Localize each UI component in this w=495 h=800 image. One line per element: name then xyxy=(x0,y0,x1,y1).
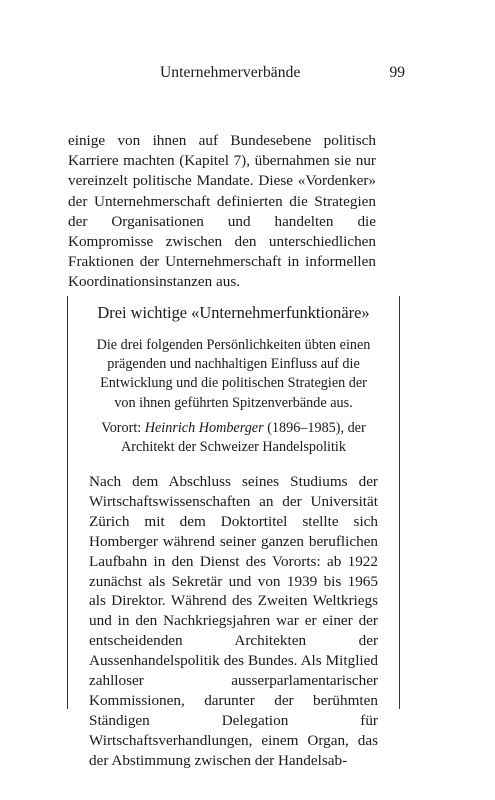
box-biography: Nach dem Abschluss seines Studiums der Wirtschaftswissenschaften an der Universität Zürich mit dem Doktortitel stellte sich Homberger während seiner ganzen beruflichen Laufbahn in den Dienst des Vororts: ab 1922 zunächst als Sekretär und von 1939 bis 1965 als Direktor. Während des Zweiten Weltkriegs und in den Nachkriegsjahren war er einer der entscheidenden Architekten der Aussenhandelspolitik des Bundes. Als Mitglied zahlloser ausserparlamentarischer Kommissionen, darunter der berühmten Ständigen Delegation für Wirtschaftsverhandlungen, einem Organ, das der Abstimmung zwischen der Handelsab- xyxy=(89,473,378,769)
box-intro: Die drei folgenden Persönlichkeiten übten einen prägenden und nachhaltigen Einfluss auf die Entwicklung und die politischen Strategien der von ihnen geführten Spitzenverbände aus. xyxy=(96,337,371,411)
subhead-prefix: Vorort: xyxy=(101,420,145,436)
subhead-person-name: Heinrich Homberger xyxy=(144,420,264,436)
subhead-role: Architekt der Schweizer Handelspolitik xyxy=(121,439,346,456)
box-subhead xyxy=(84,419,383,457)
sidebar-box xyxy=(67,296,400,769)
subhead-dates: (1896–1985), der xyxy=(263,420,366,436)
body-paragraph: einige von ihnen auf Bundesebene politisch Karriere machten (Kapitel 7), übernahmen sie nur vereinzelt politische Mandate. Diese «Vordenker» der Unternehmerschaft definierten die Strategien der Organisationen und handelten die Kompromisse zwischen den unterschiedlichen Fraktionen der Unternehmerschaft in informellen Koordinationsinstanzen aus. xyxy=(68,132,376,291)
running-head: Unternehmerverbände xyxy=(160,64,301,81)
page-number: 99 xyxy=(389,64,405,81)
box-title: Drei wichtige «Unternehmerfunktionäre» xyxy=(97,303,370,322)
